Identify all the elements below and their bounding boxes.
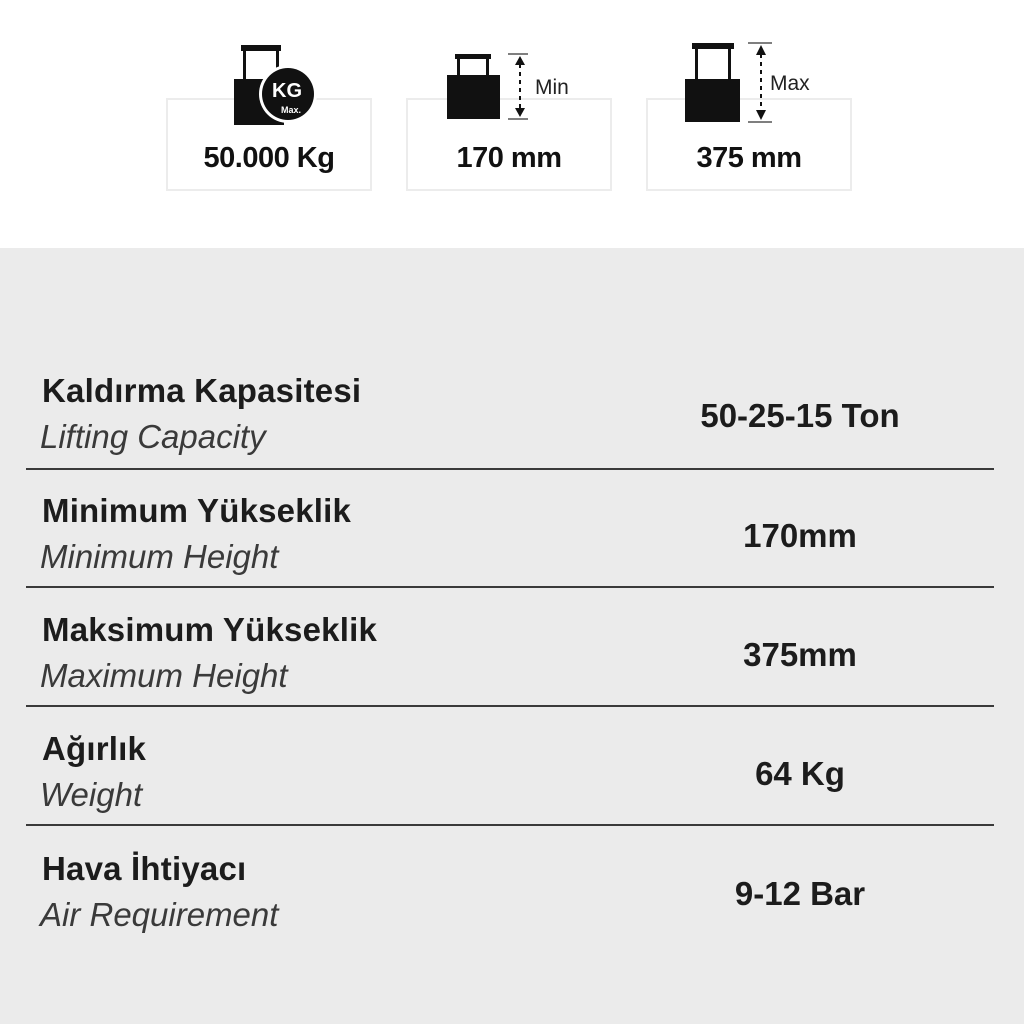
spec-value: 170mm xyxy=(743,517,857,554)
spec-value: 9-12 Bar xyxy=(734,875,866,912)
max-height-value: 375 mm xyxy=(696,142,802,174)
spec-row-maximum-height xyxy=(26,589,994,707)
max-badge-text: Max. xyxy=(280,105,302,115)
spec-label-tr: Maksimum Yükseklik xyxy=(42,611,378,648)
spec-label-en: Air Requirement xyxy=(40,896,279,933)
capacity-value: 50.000 Kg xyxy=(203,142,335,174)
min-label: Min xyxy=(535,76,569,99)
spec-label-en: Maximum Height xyxy=(40,657,288,694)
spec-label-en: Weight xyxy=(40,776,143,813)
spec-row-lifting-capacity xyxy=(26,352,994,470)
max-label: Max xyxy=(770,72,810,95)
spec-value: 375mm xyxy=(743,636,857,673)
spec-label-en: Minimum Height xyxy=(40,538,279,575)
min-height-value: 170 mm xyxy=(456,142,562,174)
spec-label-tr: Minimum Yükseklik xyxy=(42,492,352,529)
spec-value: 50-25-15 Ton xyxy=(700,397,900,434)
spec-label-en: Lifting Capacity xyxy=(40,418,266,455)
spec-row-minimum-height xyxy=(26,470,994,588)
spec-row-air-requirement xyxy=(26,828,994,946)
jack-max-height-icon xyxy=(682,40,832,124)
summary-section xyxy=(0,0,1024,248)
spec-row-weight xyxy=(26,708,994,826)
kg-badge-text: KG xyxy=(272,80,302,102)
spec-label-tr: Ağırlık xyxy=(42,730,147,767)
spec-label-tr: Hava İhtiyacı xyxy=(42,850,247,887)
jack-capacity-kg-icon xyxy=(232,42,322,126)
jack-min-height-icon xyxy=(444,50,584,122)
spec-label-tr: Kaldırma Kapasitesi xyxy=(42,372,362,409)
spec-value: 64 Kg xyxy=(755,755,845,792)
